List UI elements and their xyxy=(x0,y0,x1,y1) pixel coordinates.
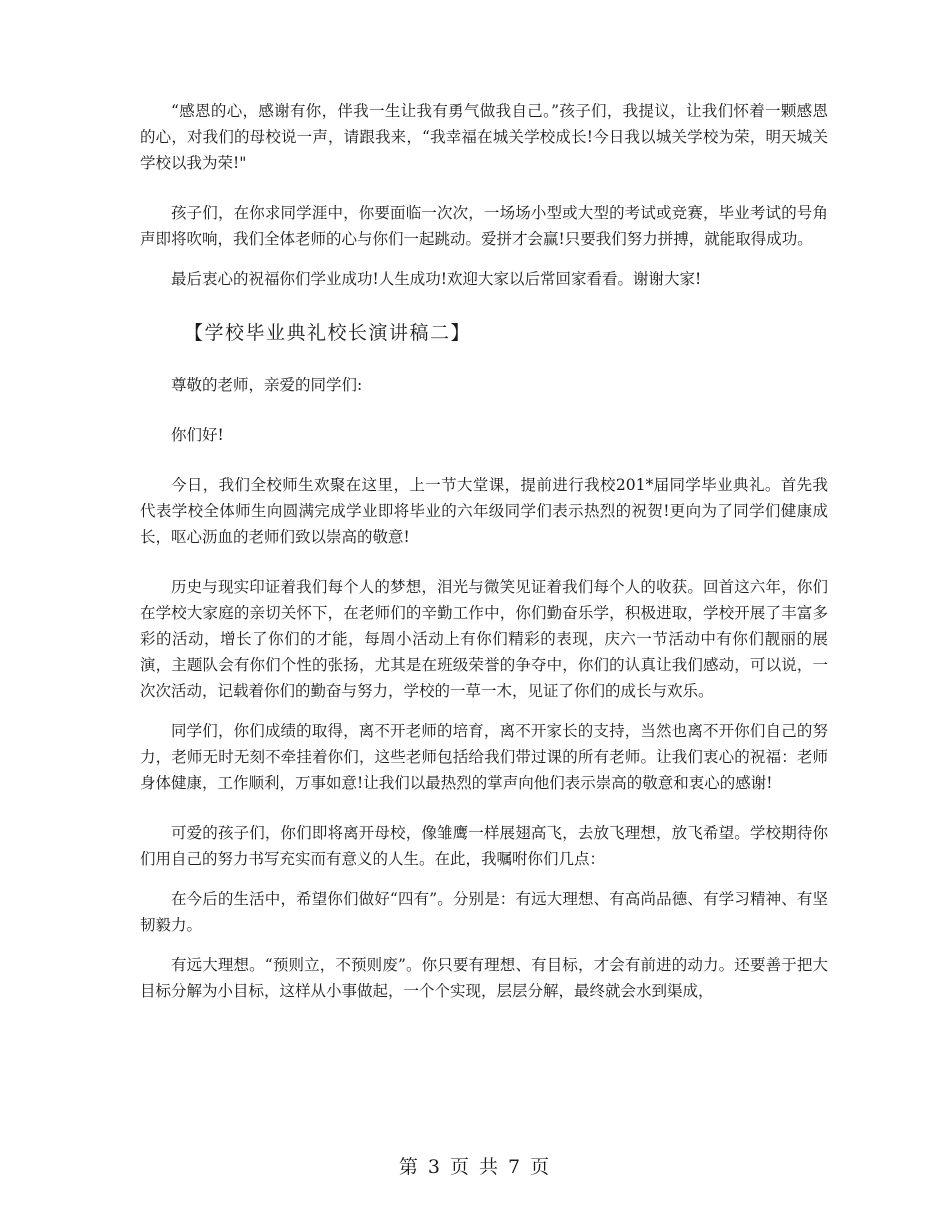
paragraph-ceremony-intro: 今日，我们全校师生欢聚在这里，上一节大堂课，提前进行我校201*届同学毕业典礼。首先我代表学校全体师生向圆满完成学业即将毕业的六年级同学们表示热烈的祝贺!更向为了同学们健康成长，呕心沥血的老师们致以崇高的敬意! xyxy=(140,476,828,546)
document-body xyxy=(140,98,828,1004)
paragraph-gratitude: “感恩的心，感谢有你，伴我一生让我有勇气做我自己。”孩子们，我提议，让我们怀着一颗感恩的心，对我们的母校说一声，请跟我来，“我幸福在城关学校成长!今日我以城关学校为荣，明天城关学校以我为荣!" xyxy=(140,102,828,172)
paragraph-thanks-teachers: 同学们，你们成绩的取得，离不开老师的培育，离不开家长的支持，当然也离不开你们自己的努力，老师无时无刻不牵挂着你们，这些老师包括给我们带过课的所有老师。让我们衷心的祝福：老师身体健康，工作顺利，万事如意!让我们以最热烈的掌声向他们表示崇高的敬意和衷心的感谢! xyxy=(140,722,828,792)
salutation: 尊敬的老师，亲爱的同学们: xyxy=(171,376,363,394)
page-number-footer: 第 3 页 共 7 页 xyxy=(398,1156,552,1178)
paragraph-six-years-review: 历史与现实印证着我们每个人的梦想，泪光与微笑见证着我们每个人的收获。回首这六年，你们在学校大家庭的亲切关怀下，在老师们的辛勤工作中，你们勤奋乐学，积极进取，学校开展了丰富多彩的活动，增长了你们的才能，每周小活动上有你们精彩的表现，庆六一节活动中有你们靓丽的展演，主题队会有你们个性的张扬，尤其是在班级荣誉的争夺中，你们的认真让我们感动，可以说，一次次活动，记载着你们的勤奋与努力，学校的一草一木，见证了你们的成长与欢乐。 xyxy=(140,578,828,700)
greeting: 你们好! xyxy=(171,426,224,444)
paragraph-exam-encouragement: 孩子们，在你求同学涯中，你要面临一次次，一场场小型或大型的考试或竞赛，毕业考试的号角声即将吹响，我们全体老师的心与你们一起跳动。爱拼才会赢!只要我们努力拼搏，就能取得成功。 xyxy=(140,204,828,248)
paragraph-farewell: 可爱的孩子们，你们即将离开母校，像雏鹰一样展翅高飞，去放飞理想，放飞希望。学校期待你们用自己的努力书写充实而有意义的人生。在此，我嘱咐你们几点： xyxy=(140,824,828,868)
section-heading: 【学校毕业典礼校长演讲稿二】 xyxy=(184,322,472,344)
paragraph-closing-wishes: 最后衷心的祝福你们学业成功!人生成功!欢迎大家以后常回家看看。谢谢大家! xyxy=(171,270,702,288)
paragraph-four-haves: 在今后的生活中，希望你们做好“四有”。分别是：有远大理想、有高尚品德、有学习精神、有坚韧毅力。 xyxy=(140,890,828,934)
paragraph-great-ideals: 有远大理想。“预则立，不预则废”。你只要有理想、有目标，才会有前进的动力。还要善于把大目标分解为小目标，这样从小事做起，一个个实现，层层分解，最终就会水到渠成， xyxy=(140,956,828,1000)
